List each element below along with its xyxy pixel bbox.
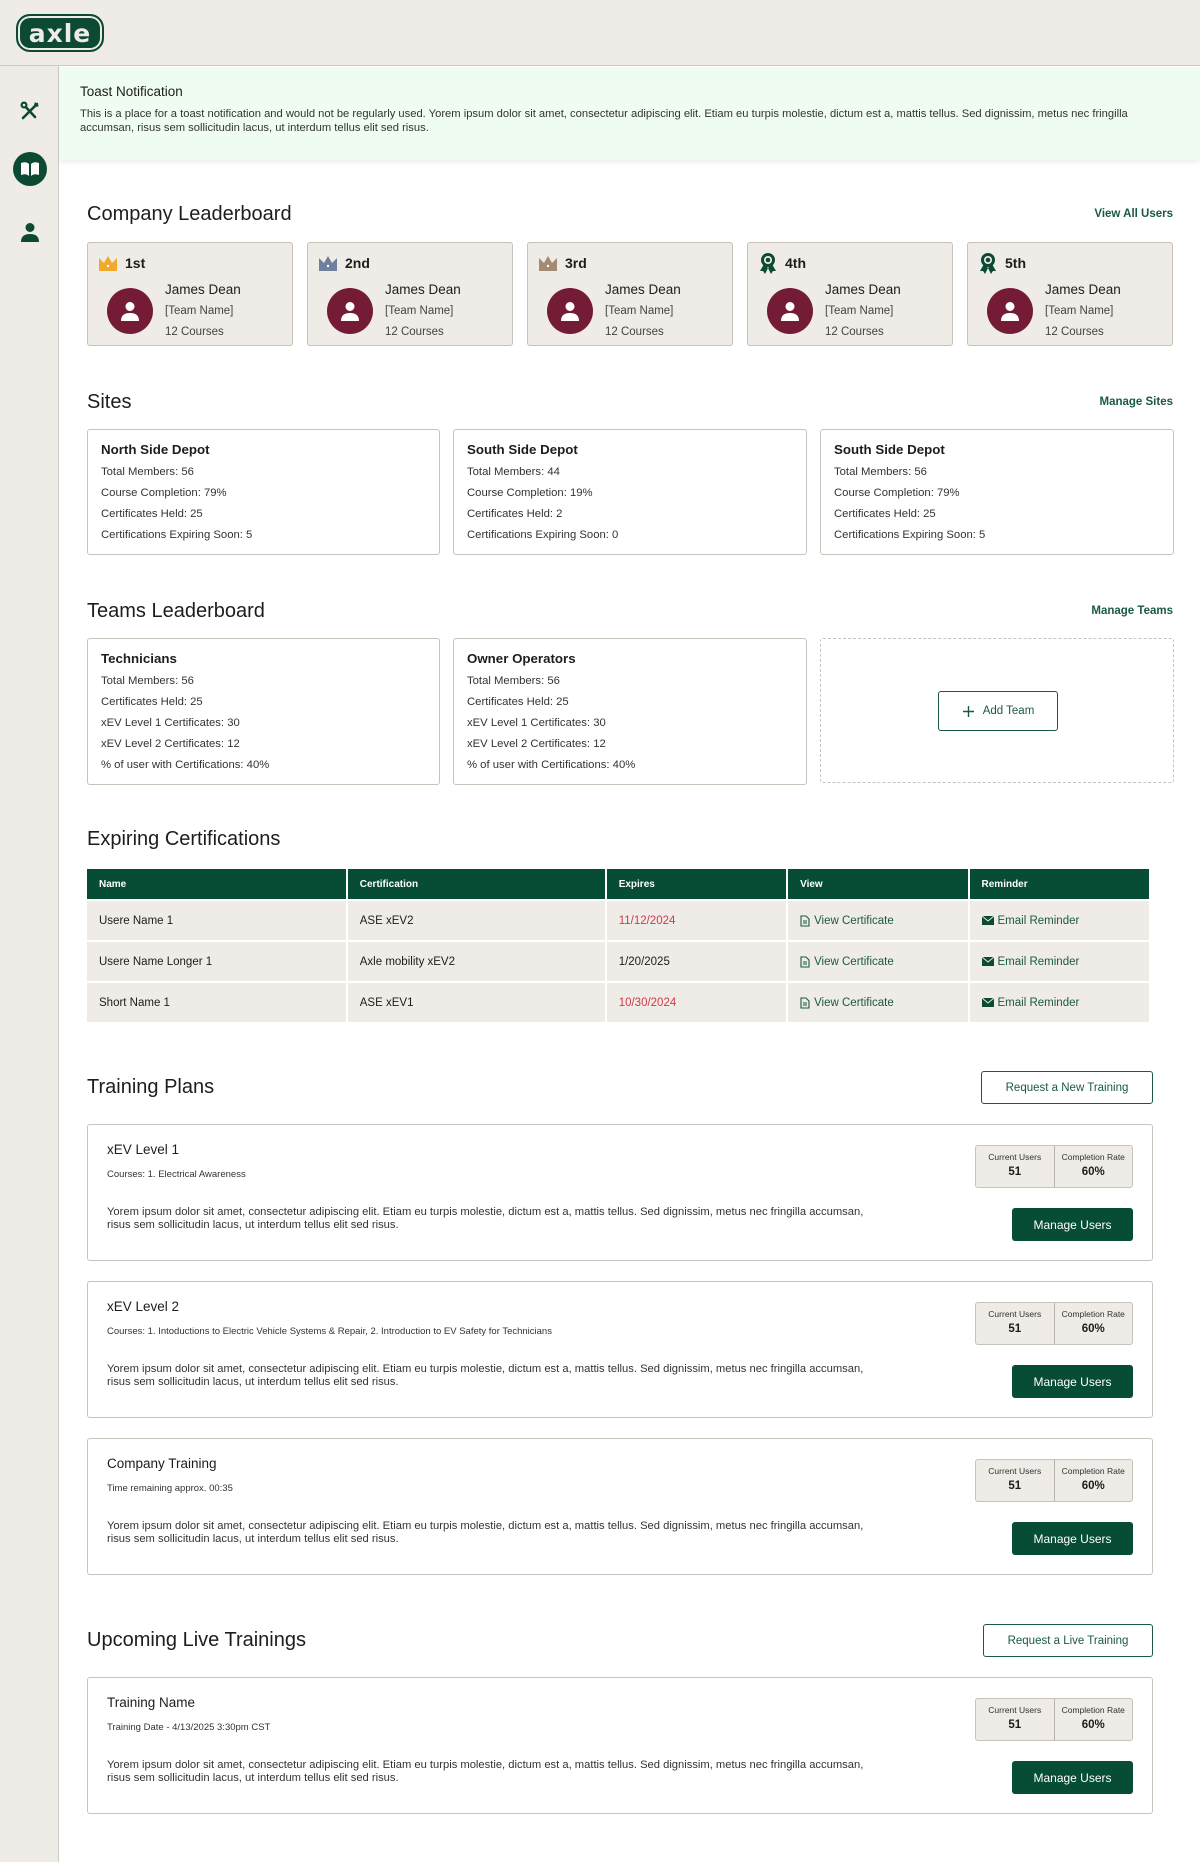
team-name: Technicians xyxy=(101,651,177,666)
cell-expires: 10/30/2024 xyxy=(607,983,786,1022)
expiring-certifications-title: Expiring Certifications xyxy=(87,828,281,850)
training-description: Yorem ipsum dolor sit amet, consectetur adipiscing elit. Etiam eu turpis molestie, dictum est a, mattis tellus. Sed dignissim, metus nec fringilla accumsan, risus sem sollicitudin lacus, ut interdum tellus elit sed risus. xyxy=(107,1759,864,1784)
email-reminder-link[interactable]: Email Reminder xyxy=(982,997,1137,1009)
team-stat: xEV Level 2 Certificates: 12 xyxy=(467,738,606,750)
add-team-button[interactable] xyxy=(938,691,1058,731)
avatar xyxy=(327,288,373,334)
add-team-placeholder xyxy=(820,638,1174,783)
site-stat: Certifications Expiring Soon: 5 xyxy=(101,529,253,541)
site-name: South Side Depot xyxy=(467,442,578,457)
tools-icon xyxy=(18,99,42,123)
completion-rate-label: Completion Rate xyxy=(1061,1466,1125,1476)
plan-title: xEV Level 2 xyxy=(107,1299,180,1314)
site-stat: Course Completion: 19% xyxy=(467,487,593,499)
email-reminder-link[interactable]: Email Reminder xyxy=(982,915,1137,927)
rank-label: 1st xyxy=(125,255,146,271)
avatar xyxy=(987,288,1033,334)
view-all-users-link[interactable]: View All Users xyxy=(1094,208,1173,220)
training-plan-card xyxy=(87,1438,1153,1575)
courses-count: 12 Courses xyxy=(605,326,664,338)
plan-description: Yorem ipsum dolor sit amet, consectetur adipiscing elit. Etiam eu turpis molestie, dictum est a, mattis tellus. Sed dignissim, metus nec fringilla accumsan, risus sem sollicitudin lacus, ut interdum tellus elit sed risus. xyxy=(107,1520,864,1545)
avatar xyxy=(107,288,153,334)
leaderboard-card[interactable] xyxy=(747,242,953,346)
completion-rate-value: 60% xyxy=(1081,1323,1105,1335)
team-name: [Team Name] xyxy=(165,305,234,317)
award-ribbon-icon xyxy=(977,252,999,274)
view-certificate-link[interactable]: View Certificate xyxy=(800,956,955,968)
leaderboard-card[interactable] xyxy=(527,242,733,346)
leaderboard-card[interactable] xyxy=(967,242,1173,346)
user-icon xyxy=(999,300,1021,322)
current-users-value: 51 xyxy=(1008,1166,1022,1178)
column-header-name[interactable]: Name xyxy=(87,869,346,899)
team-name: Owner Operators xyxy=(467,651,576,666)
cell-name: Short Name 1 xyxy=(87,983,346,1022)
plan-subtitle: Courses: 1. Intoductions to Electric Vehicle Systems & Repair, 2. Introduction to EV Safety for Technicians xyxy=(107,1326,552,1337)
current-users-value: 51 xyxy=(1008,1480,1022,1492)
company-leaderboard-title: Company Leaderboard xyxy=(87,203,292,225)
completion-rate-value: 60% xyxy=(1081,1719,1105,1731)
site-stat: Total Members: 56 xyxy=(101,466,194,478)
avatar xyxy=(547,288,593,334)
add-team-label: Add Team xyxy=(982,705,1035,717)
manage-users-button[interactable]: Manage Users xyxy=(1012,1208,1133,1241)
user-name: James Dean xyxy=(385,282,461,297)
view-certificate-link[interactable]: View Certificate xyxy=(800,997,955,1009)
sidebar xyxy=(0,66,59,1862)
training-date: Training Date - 4/13/2025 3:30pm CST xyxy=(107,1722,271,1733)
top-header xyxy=(0,0,1200,66)
site-stat: Total Members: 44 xyxy=(467,466,560,478)
current-users-value: 51 xyxy=(1008,1719,1022,1731)
avatar xyxy=(767,288,813,334)
plan-description: Yorem ipsum dolor sit amet, consectetur adipiscing elit. Etiam eu turpis molestie, dictum est a, mattis tellus. Sed dignissim, metus nec fringilla accumsan, risus sem sollicitudin lacus, ut interdum tellus elit sed risus. xyxy=(107,1206,864,1231)
site-stat: Certificates Held: 2 xyxy=(467,508,563,520)
plan-subtitle: Time remaining approx. 00:35 xyxy=(107,1483,233,1494)
completion-rate-label: Completion Rate xyxy=(1061,1152,1125,1162)
plus-icon xyxy=(962,705,975,718)
plan-stats xyxy=(975,1145,1133,1188)
envelope-icon xyxy=(982,998,994,1007)
site-card[interactable] xyxy=(820,429,1174,555)
upcoming-live-trainings-title: Upcoming Live Trainings xyxy=(87,1629,306,1651)
document-icon xyxy=(800,956,810,968)
site-stat: Certificates Held: 25 xyxy=(101,508,203,520)
courses-count: 12 Courses xyxy=(385,326,444,338)
request-live-training-button[interactable]: Request a Live Training xyxy=(983,1624,1153,1657)
column-header-reminder[interactable]: Reminder xyxy=(970,869,1149,899)
live-training-card xyxy=(87,1677,1153,1814)
rank-label: 4th xyxy=(785,255,806,271)
book-icon xyxy=(13,152,47,186)
request-new-training-button[interactable]: Request a New Training xyxy=(981,1071,1153,1104)
award-ribbon-icon xyxy=(757,252,779,274)
sidebar-item-tools[interactable] xyxy=(13,94,47,128)
team-name: [Team Name] xyxy=(385,305,454,317)
cell-certification: ASE xEV1 xyxy=(348,983,605,1022)
site-stat: Certifications Expiring Soon: 0 xyxy=(467,529,619,541)
site-name: North Side Depot xyxy=(101,442,210,457)
manage-users-button[interactable]: Manage Users xyxy=(1012,1522,1133,1555)
cell-expires: 1/20/2025 xyxy=(607,942,786,981)
site-name: South Side Depot xyxy=(834,442,945,457)
team-stat: xEV Level 1 Certificates: 30 xyxy=(101,717,240,729)
leaderboard-card[interactable] xyxy=(87,242,293,346)
team-stat: xEV Level 1 Certificates: 30 xyxy=(467,717,606,729)
envelope-icon xyxy=(982,957,994,966)
user-name: James Dean xyxy=(1045,282,1121,297)
completion-rate-label: Completion Rate xyxy=(1061,1309,1125,1319)
training-plan-card xyxy=(87,1281,1153,1418)
rank-label: 3rd xyxy=(565,255,587,271)
team-stat: Total Members: 56 xyxy=(101,675,194,687)
table-row xyxy=(87,942,1149,981)
current-users-value: 51 xyxy=(1008,1323,1022,1335)
cell-expires: 11/12/2024 xyxy=(607,901,786,940)
site-stat: Course Completion: 79% xyxy=(101,487,227,499)
toast-notification xyxy=(59,67,1200,160)
completion-rate-value: 60% xyxy=(1081,1480,1105,1492)
sites-title: Sites xyxy=(87,391,132,413)
training-stats xyxy=(975,1698,1133,1741)
email-reminder-link[interactable]: Email Reminder xyxy=(982,956,1137,968)
training-plans-title: Training Plans xyxy=(87,1076,215,1098)
column-header-expires[interactable]: Expires xyxy=(607,869,786,899)
team-card[interactable] xyxy=(453,638,807,785)
column-header-certification[interactable]: Certification xyxy=(348,869,605,899)
current-users-label: Current Users xyxy=(988,1705,1042,1715)
axle-logo[interactable]: axle xyxy=(16,14,104,52)
training-plan-card xyxy=(87,1124,1153,1261)
current-users-label: Current Users xyxy=(988,1152,1042,1162)
table-header-row xyxy=(87,869,1149,899)
current-users-label: Current Users xyxy=(988,1466,1042,1476)
courses-count: 12 Courses xyxy=(825,326,884,338)
user-name: James Dean xyxy=(165,282,241,297)
training-title: Training Name xyxy=(107,1695,196,1710)
cell-name: Usere Name 1 xyxy=(87,901,346,940)
expiring-certifications-table xyxy=(85,867,1151,1024)
plan-title: Company Training xyxy=(107,1456,217,1471)
user-icon xyxy=(779,300,801,322)
table-row xyxy=(87,983,1149,1022)
team-stat: xEV Level 2 Certificates: 12 xyxy=(101,738,240,750)
site-card[interactable] xyxy=(87,429,440,555)
cell-certification: Axle mobility xEV2 xyxy=(348,942,605,981)
completion-rate-label: Completion Rate xyxy=(1061,1705,1125,1715)
user-name: James Dean xyxy=(605,282,681,297)
courses-count: 12 Courses xyxy=(1045,326,1104,338)
team-stat: Certificates Held: 25 xyxy=(467,696,569,708)
site-stat: Certificates Held: 25 xyxy=(834,508,936,520)
courses-count: 12 Courses xyxy=(165,326,224,338)
team-card[interactable] xyxy=(87,638,440,785)
plan-title: xEV Level 1 xyxy=(107,1142,180,1157)
envelope-icon xyxy=(982,916,994,925)
user-icon xyxy=(339,300,361,322)
manage-teams-link[interactable]: Manage Teams xyxy=(1091,605,1173,617)
view-certificate-link[interactable]: View Certificate xyxy=(800,915,955,927)
toast-title: Toast Notification xyxy=(80,84,183,99)
team-stat: % of user with Certifications: 40% xyxy=(101,759,270,771)
plan-stats xyxy=(975,1459,1133,1502)
column-header-view[interactable]: View xyxy=(788,869,967,899)
teams-leaderboard-title: Teams Leaderboard xyxy=(87,600,265,622)
crown-silver-icon xyxy=(317,252,339,274)
crown-bronze-icon xyxy=(537,252,559,274)
sidebar-item-profile[interactable] xyxy=(13,215,47,249)
team-stat: % of user with Certifications: 40% xyxy=(467,759,636,771)
team-stat: Certificates Held: 25 xyxy=(101,696,203,708)
user-icon xyxy=(119,300,141,322)
toast-message: This is a place for a toast notification and would not be regularly used. Yorem ipsum dolor sit amet, consectetur adipiscing elit. Etiam eu turpis molestie, dictum est a, mattis tellus. Sed dignissim, metus nec fringilla accumsan, risus sem sollicitudin lacus, ut interdum tellus elit sed risus. xyxy=(80,108,1128,134)
manage-users-button[interactable]: Manage Users xyxy=(1012,1761,1133,1794)
user-icon xyxy=(559,300,581,322)
team-stat: Total Members: 56 xyxy=(467,675,560,687)
plan-description: Yorem ipsum dolor sit amet, consectetur adipiscing elit. Etiam eu turpis molestie, dictum est a, mattis tellus. Sed dignissim, metus nec fringilla accumsan, risus sem sollicitudin lacus, ut interdum tellus elit sed risus. xyxy=(107,1363,864,1388)
team-name: [Team Name] xyxy=(1045,305,1114,317)
rank-label: 2nd xyxy=(345,255,370,271)
completion-rate-value: 60% xyxy=(1081,1166,1105,1178)
crown-gold-icon xyxy=(97,252,119,274)
manage-sites-link[interactable]: Manage Sites xyxy=(1099,396,1173,408)
sidebar-item-learning[interactable] xyxy=(13,152,47,186)
rank-label: 5th xyxy=(1005,255,1026,271)
site-stat: Certifications Expiring Soon: 5 xyxy=(834,529,986,541)
cell-certification: ASE xEV2 xyxy=(348,901,605,940)
site-stat: Total Members: 56 xyxy=(834,466,927,478)
manage-users-button[interactable]: Manage Users xyxy=(1012,1365,1133,1398)
user-icon xyxy=(19,221,41,243)
team-name: [Team Name] xyxy=(605,305,674,317)
current-users-label: Current Users xyxy=(988,1309,1042,1319)
document-icon xyxy=(800,997,810,1009)
user-name: James Dean xyxy=(825,282,901,297)
leaderboard-card[interactable] xyxy=(307,242,513,346)
table-row xyxy=(87,901,1149,940)
plan-stats xyxy=(975,1302,1133,1345)
site-card[interactable] xyxy=(453,429,807,555)
cell-name: Usere Name Longer 1 xyxy=(87,942,346,981)
plan-subtitle: Courses: 1. Electrical Awareness xyxy=(107,1169,246,1180)
team-name: [Team Name] xyxy=(825,305,894,317)
site-stat: Course Completion: 79% xyxy=(834,487,960,499)
document-icon xyxy=(800,915,810,927)
